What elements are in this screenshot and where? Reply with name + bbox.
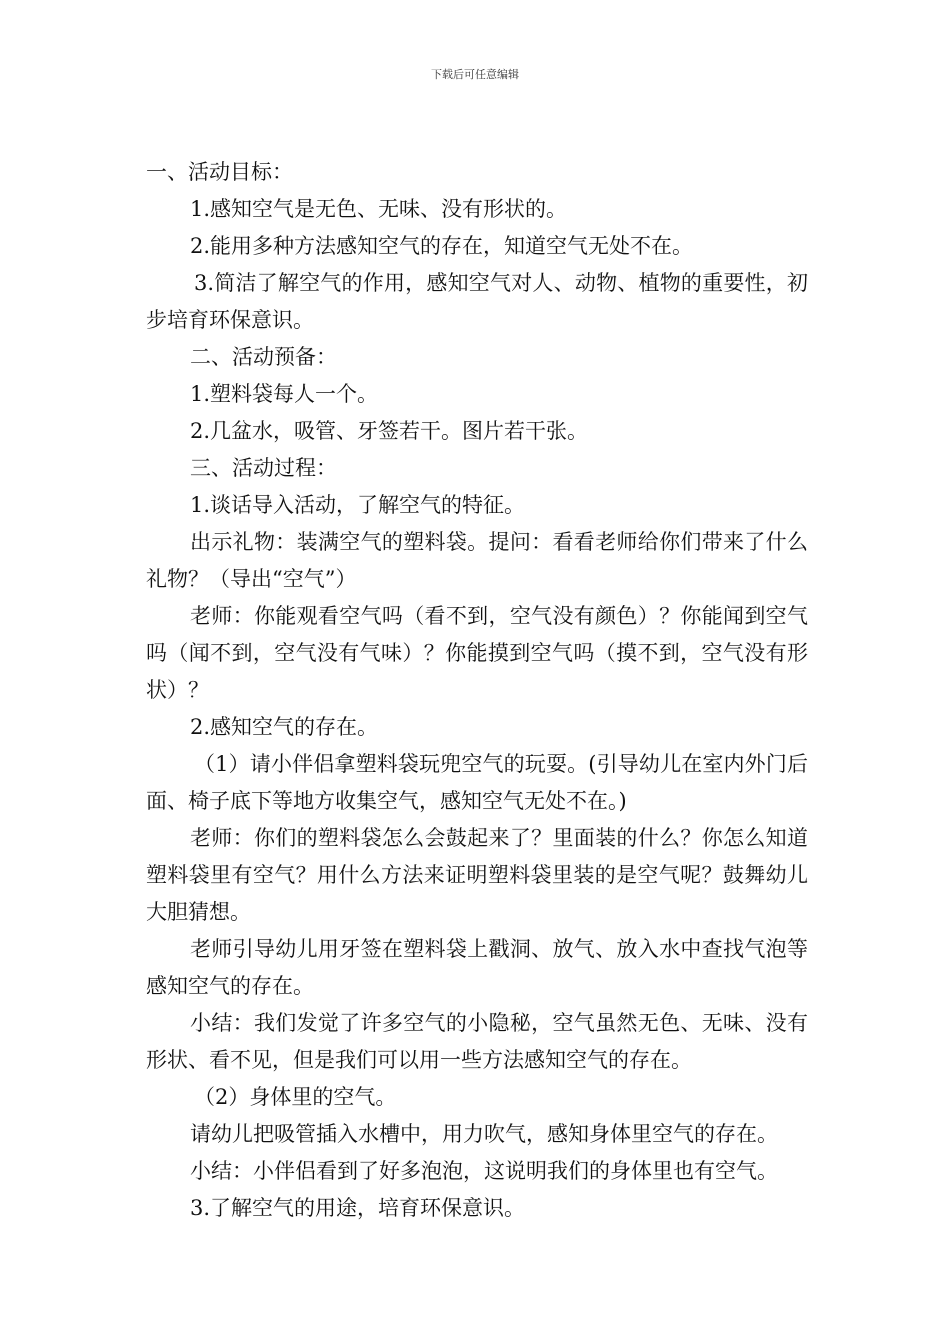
- paragraph-18: 请幼儿把吸管插入水槽中，用力吹气，感知身体里空气的存在。: [190, 1122, 778, 1146]
- paragraph-12: 2.感知空气的存在。: [190, 715, 379, 739]
- paragraph-20: 3.了解空气的用途，培育环保意识。: [190, 1196, 526, 1220]
- paragraph-2: 1.感知空气是无色、无味、没有形状的。: [190, 197, 568, 221]
- paragraph-14: 老师：你们的塑料袋怎么会鼓起来了？里面装的什么？你怎么知道塑料袋里有空气？用什么方法来证明塑料袋里装的是空气呢？鼓舞幼儿大胆猜想。: [146, 826, 808, 924]
- paragraph-19: 小结：小伴侣看到了好多泡泡，这说明我们的身体里也有空气。: [190, 1159, 778, 1183]
- paragraph-8: 三、活动过程：: [190, 456, 337, 480]
- paragraph-9: 1.谈话导入活动，了解空气的特征。: [190, 493, 526, 517]
- paragraph-15: 老师引导幼儿用牙签在塑料袋上戳洞、放气、放入水中查找气泡等感知空气的存在。: [146, 937, 808, 998]
- paragraph-1: 一、活动目标：: [146, 160, 293, 184]
- paragraph-10: 出示礼物：装满空气的塑料袋。提问：看看老师给你们带来了什么礼物？（导出“空气”）: [146, 530, 808, 591]
- paragraph-16: 小结：我们发觉了许多空气的小隐秘，空气虽然无色、无味、没有形状、看不见，但是我们可以用一些方法感知空气的存在。: [146, 1011, 808, 1072]
- paragraph-4: 3.简洁了解空气的作用，感知空气对人、动物、植物的重要性，初步培育环保意识。: [146, 271, 808, 332]
- paragraph-3: 2.能用多种方法感知空气的存在，知道空气无处不在。: [190, 234, 694, 258]
- paragraph-7: 2.几盆水，吸管、牙签若干。图片若干张。: [190, 419, 589, 443]
- document-body: [146, 154, 808, 1227]
- paragraph-5: 二、活动预备：: [190, 345, 337, 369]
- paragraph-17: （2）身体里的空气。: [194, 1085, 397, 1109]
- paragraph-11: 老师：你能观看空气吗（看不到，空气没有颜色）？你能闻到空气吗（闻不到，空气没有气味）？你能摸到空气吗（摸不到，空气没有形状）？: [146, 604, 808, 702]
- page-header: 下载后可任意编辑: [431, 68, 519, 81]
- paragraph-13: （1）请小伴侣拿塑料袋玩兜空气的玩耍。(引导幼儿在室内外门后面、椅子底下等地方收集空气，感知空气无处不在。): [146, 752, 808, 813]
- paragraph-6: 1.塑料袋每人一个。: [190, 382, 379, 406]
